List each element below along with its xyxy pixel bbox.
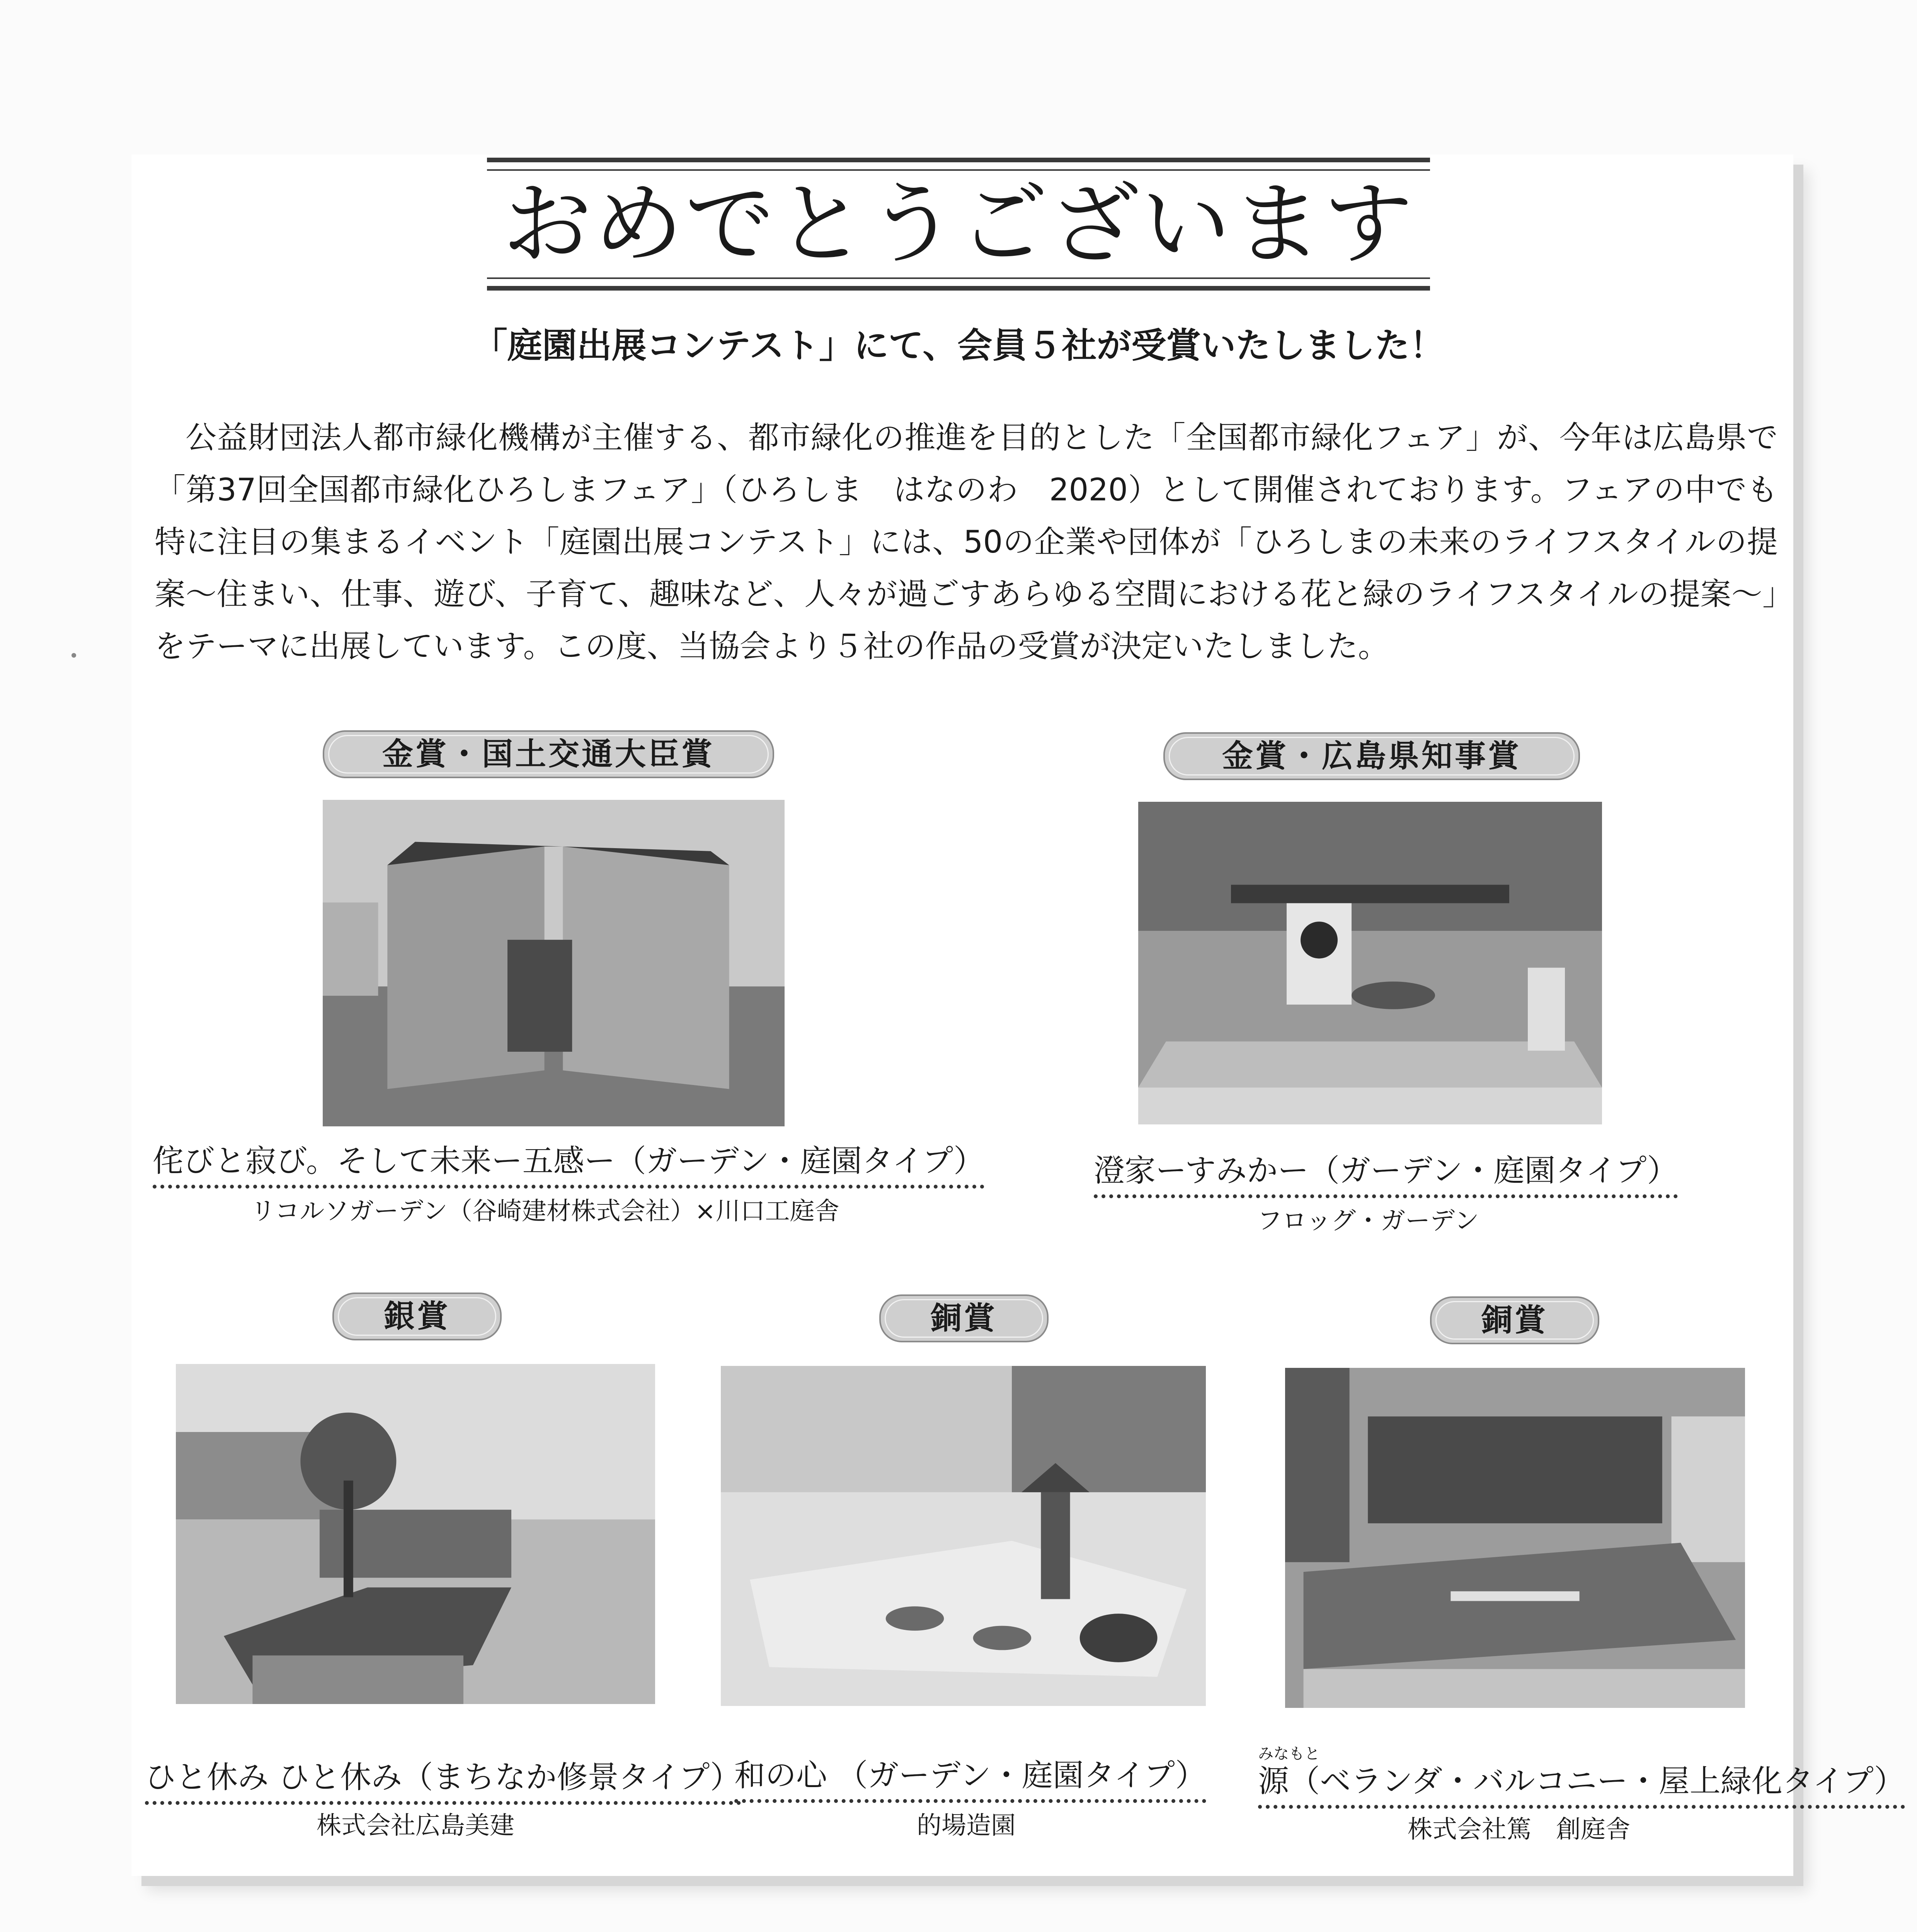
award-badge-gold-mlit: 金賞・国土交通大臣賞 xyxy=(323,730,774,778)
scan-mark xyxy=(72,653,76,658)
award-entrant: 株式会社篤 創庭舎 xyxy=(1408,1815,1630,1844)
award-badge-bronze: 銅賞 xyxy=(879,1294,1049,1342)
award-entrant: リコルソガーデン（谷崎建材株式会社）×川口工庭舎 xyxy=(250,1197,839,1226)
award-badge-gold-hiroshima: 金賞・広島県知事賞 xyxy=(1163,732,1580,780)
award-title: 澄家ーすみかー（ガーデン・庭園タイプ） xyxy=(1094,1150,1678,1198)
award-photo-wooden-pavilion xyxy=(323,800,785,1126)
award-title: 源（ベランダ・バルコニー・屋上緑化タイプ） xyxy=(1258,1760,1905,1809)
award-title: ひと休み ひと休み（まちなか修景タイプ） xyxy=(145,1756,741,1805)
award-badge-silver: 銀賞 xyxy=(332,1293,502,1340)
intro-paragraph: 公益財団法人都市緑化機構が主催する、都市緑化の推進を目的とした「全国都市緑化フェア」が、今年は広島県で「第37回全国都市緑化ひろしまフェア」（ひろしま はなのわ 2020）として開催されております。フェアの中でも特に注目の集まるイベント「庭園出展コンテスト」には、50の企業や団体が「ひろしまの未来のライフスタイルの提案～住まい、仕事、遊び、子育て、趣味など、人々が過ごすあらゆる空間における花と緑のライフスタイルの提案～」をテーマに出展しています。この度、当協会より５社の作品の受賞が決定いたしました。 xyxy=(155,420,1778,664)
award-photo-stone-garden xyxy=(1138,802,1602,1124)
award-photo-deck-garden xyxy=(176,1364,655,1704)
page-subtitle: 「庭園出展コンテスト」にて、会員５社が受賞いたしました！ xyxy=(472,325,1445,366)
title-rule-bottom-outer xyxy=(487,286,1430,291)
award-photo-rooftop-bed xyxy=(1285,1368,1745,1708)
award-title: 侘びと寂び。そして未来ー五感ー（ガーデン・庭園タイプ） xyxy=(153,1140,984,1189)
title-ruby: みなもと xyxy=(1258,1745,1320,1763)
award-entrant: 的場造園 xyxy=(917,1811,1016,1840)
award-entrant: フロッグ・ガーデン xyxy=(1257,1207,1479,1235)
title-rule-top-outer xyxy=(487,158,1430,162)
award-entrant: 株式会社広島美建 xyxy=(317,1811,514,1840)
award-badge-bronze: 銅賞 xyxy=(1430,1296,1599,1344)
page-title: おめでとうございます xyxy=(502,172,1415,276)
award-title: 和の心 （ガーデン・庭園タイプ） xyxy=(734,1754,1206,1803)
award-photo-japanese-garden xyxy=(721,1366,1206,1706)
